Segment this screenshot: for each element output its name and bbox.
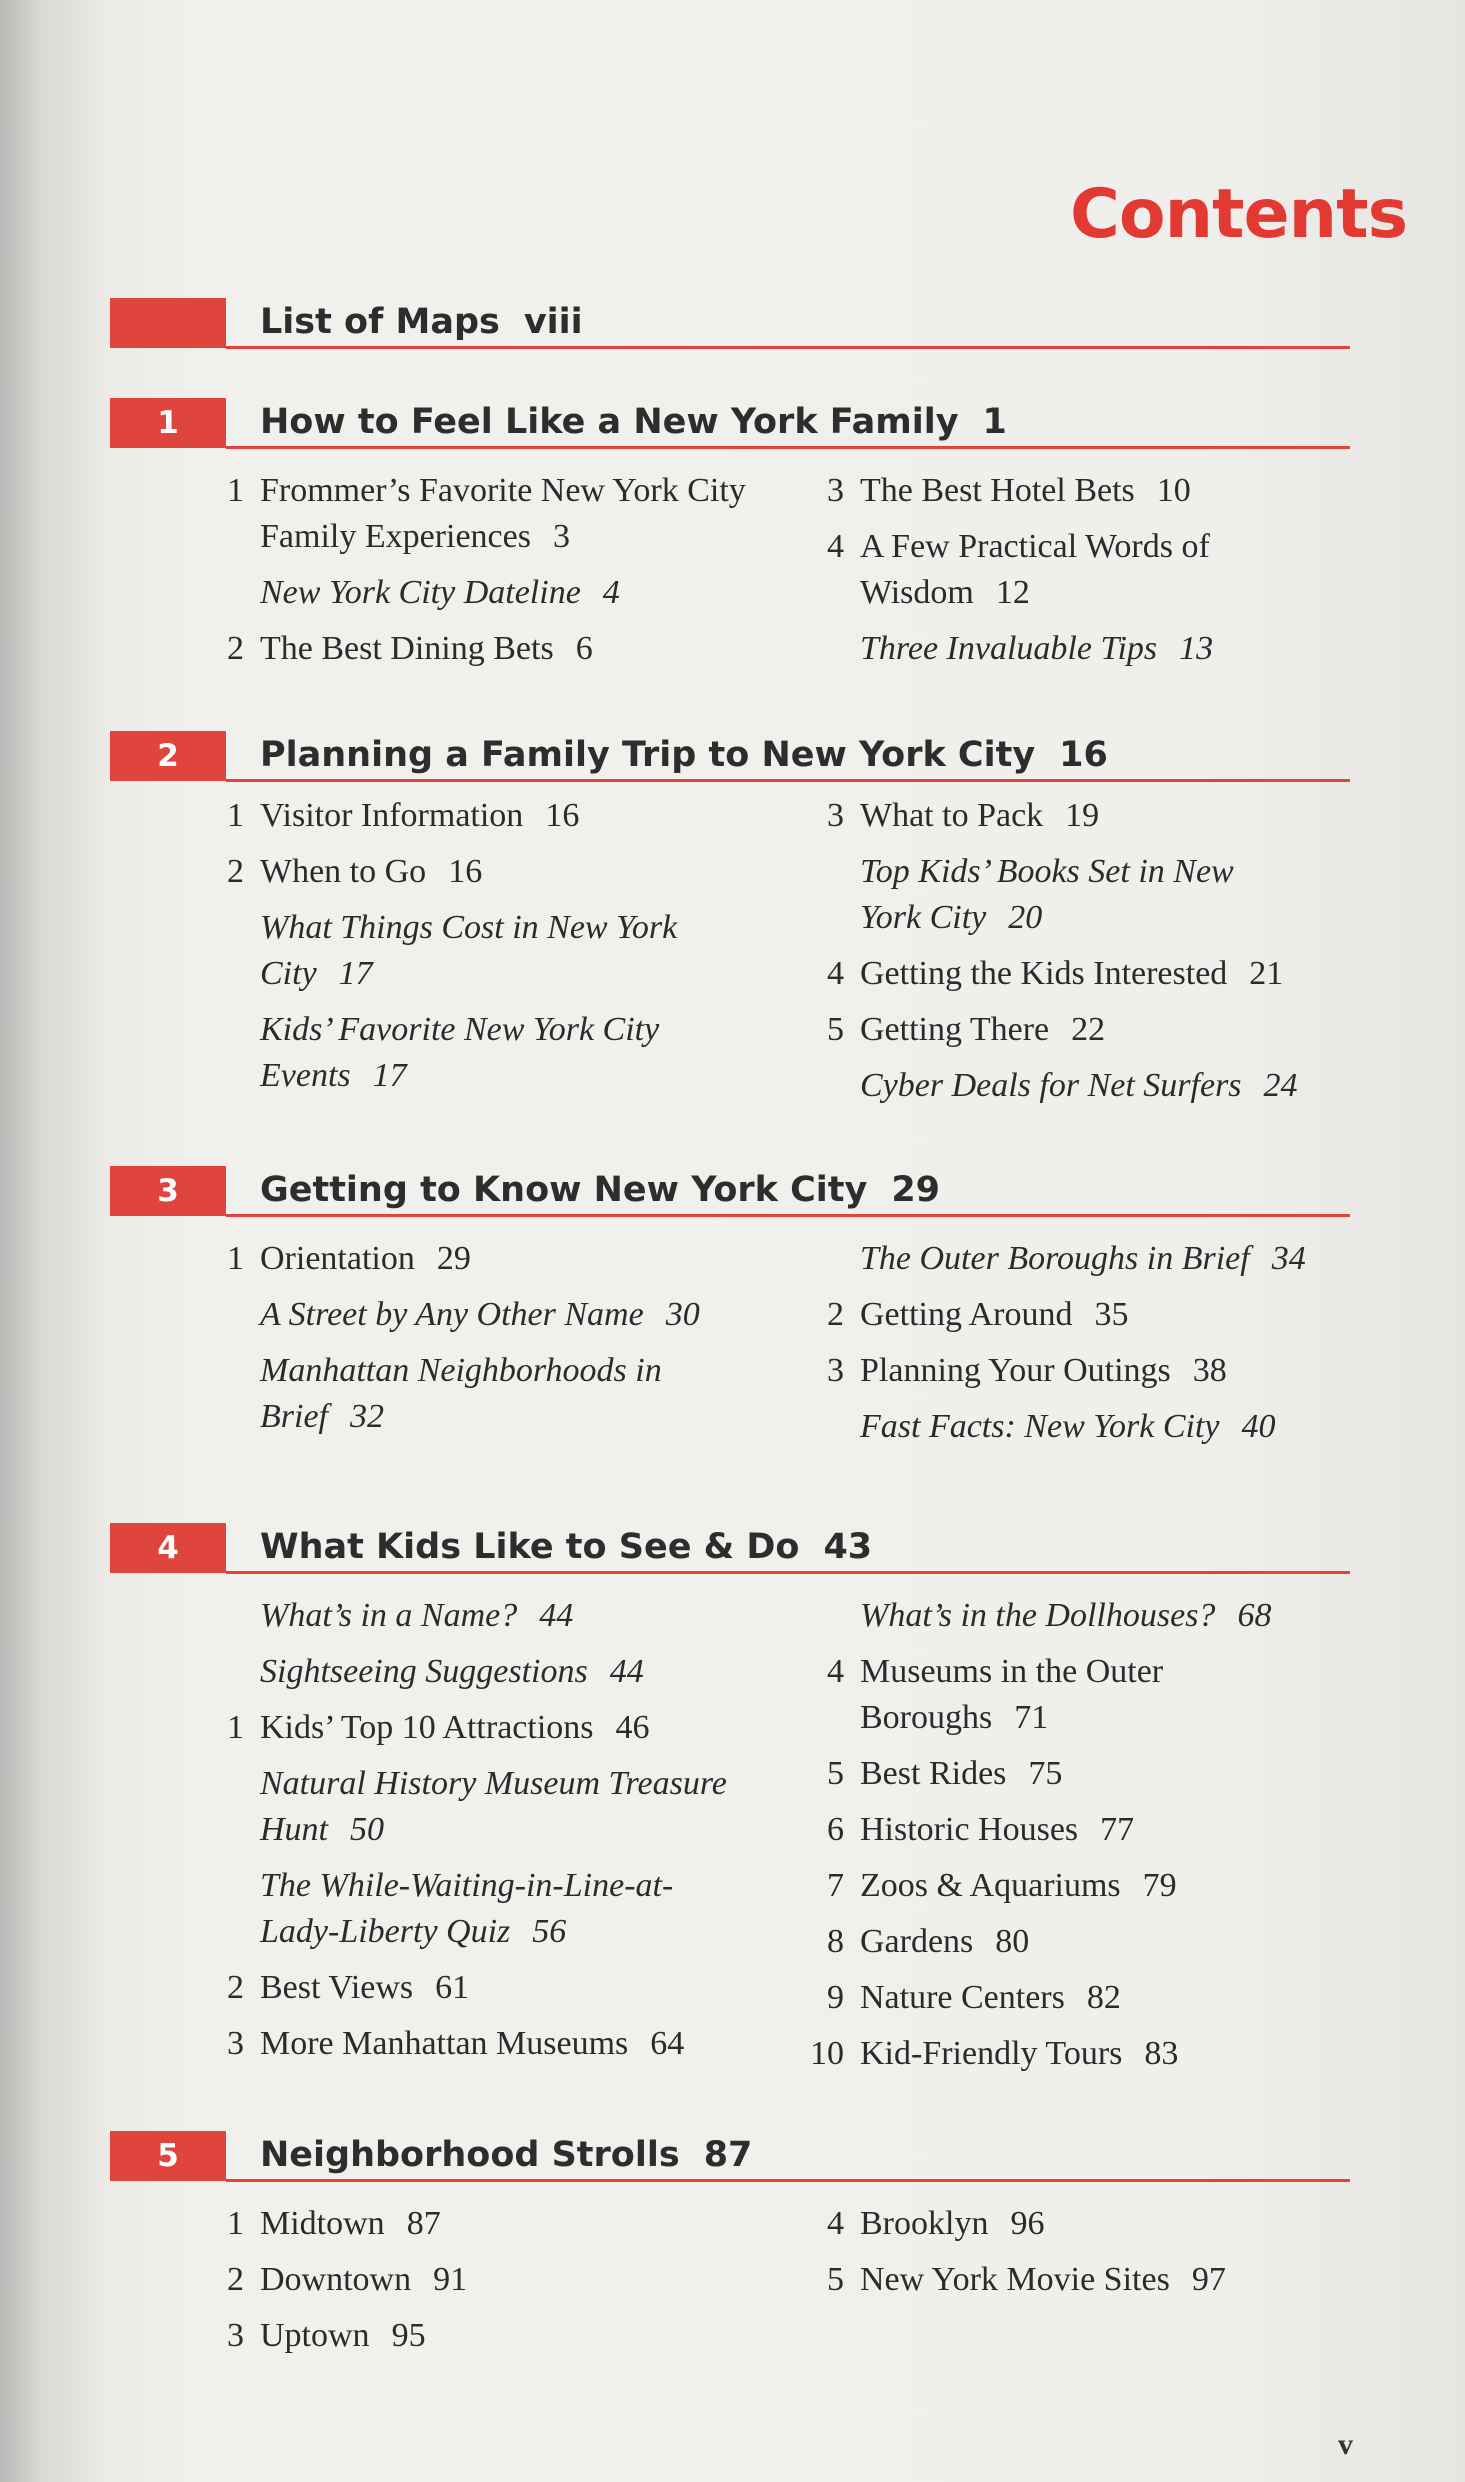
entry-page: 21 xyxy=(1249,955,1284,992)
entry-page: 87 xyxy=(406,2205,441,2242)
entry-page: 10 xyxy=(1156,472,1191,509)
toc-box-entry[interactable] xyxy=(210,1593,830,1639)
entry-page: 34 xyxy=(1271,1240,1306,1277)
chapter-rule xyxy=(226,779,1350,782)
toc-entry[interactable] xyxy=(210,2257,830,2303)
maps-page: viii xyxy=(523,302,583,342)
toc-entry[interactable] xyxy=(810,1863,1370,1909)
entry-page: 35 xyxy=(1094,1296,1129,1333)
entry-page: 29 xyxy=(436,1240,471,1277)
entry-title: Brooklyn xyxy=(860,2205,989,2242)
entry-number: 5 xyxy=(827,1755,844,1792)
chapter-title-link[interactable] xyxy=(260,402,1007,442)
maps-rule xyxy=(226,346,1350,349)
toc-entry[interactable] xyxy=(810,2031,1370,2077)
list-of-maps-link[interactable] xyxy=(260,302,583,342)
entry-number: 6 xyxy=(827,1811,844,1848)
entry-page: 61 xyxy=(435,1969,470,2006)
entry-number: 2 xyxy=(227,1969,244,2006)
entry-number: 9 xyxy=(827,1979,844,2016)
chapter-number: 3 xyxy=(110,1166,226,1216)
toc-entry[interactable] xyxy=(810,1007,1370,1053)
entry-number: 7 xyxy=(827,1867,844,1904)
entry-page: 44 xyxy=(609,1653,644,1690)
entry-title: More Manhattan Museums xyxy=(260,2025,629,2062)
entry-number: 3 xyxy=(827,797,844,834)
toc-entry[interactable] xyxy=(810,524,1240,616)
entry-number: 1 xyxy=(227,797,244,834)
entry-title: Best Rides xyxy=(860,1755,1007,1792)
entry-page: 12 xyxy=(995,574,1030,611)
entry-title: Midtown xyxy=(260,2205,385,2242)
chapter-page: 16 xyxy=(1059,735,1108,775)
entry-number: 8 xyxy=(827,1923,844,1960)
entry-title: Fast Facts: New York City xyxy=(860,1408,1220,1445)
toc-box-entry[interactable] xyxy=(810,626,1370,672)
toc-box-entry[interactable] xyxy=(210,1863,700,1955)
entry-number: 2 xyxy=(827,1296,844,1333)
chapter-title: Getting to Know New York City xyxy=(260,1170,868,1210)
entry-page: 38 xyxy=(1192,1352,1227,1389)
chapter-3 xyxy=(110,1166,1350,1445)
entry-title: Downtown xyxy=(260,2261,412,2298)
toc-entry[interactable] xyxy=(810,468,1370,514)
entry-page: 50 xyxy=(350,1811,384,1848)
entry-title: A Few Practical Words of Wisdom xyxy=(860,528,1210,611)
chapter-title-link[interactable] xyxy=(260,1170,940,1210)
entry-title: Top Kids’ Books Set in New York City xyxy=(860,853,1234,936)
page-folio: v xyxy=(1338,2428,1353,2461)
entry-page: 56 xyxy=(532,1913,567,1950)
chapter-4 xyxy=(110,1523,1350,2072)
entry-page: 24 xyxy=(1263,1067,1298,1104)
chapter-number: 5 xyxy=(110,2131,226,2181)
entry-page: 16 xyxy=(545,797,580,834)
entry-page: 95 xyxy=(391,2317,426,2354)
toc-box-entry[interactable] xyxy=(210,905,780,997)
entry-page: 6 xyxy=(575,630,593,667)
entry-number: 1 xyxy=(227,1240,244,1277)
toc-entry[interactable] xyxy=(810,1975,1370,2021)
entry-number: 1 xyxy=(227,2205,244,2242)
toc-entry[interactable] xyxy=(810,1751,1370,1797)
entry-page: 91 xyxy=(433,2261,468,2298)
chapter-title-link[interactable] xyxy=(260,1527,872,1567)
toc-entry[interactable] xyxy=(810,1807,1370,1853)
entry-page: 17 xyxy=(372,1057,407,1094)
toc-box-entry[interactable] xyxy=(810,849,1260,941)
entry-page: 68 xyxy=(1237,1597,1272,1634)
entry-title: Best Views xyxy=(260,1969,414,2006)
entry-title: Nature Centers xyxy=(860,1979,1065,2016)
entry-title: Visitor Information xyxy=(260,797,524,834)
toc-entry[interactable] xyxy=(810,793,1370,839)
entry-title: Natural History Museum Treasure Hunt xyxy=(260,1765,727,1848)
entry-number: 4 xyxy=(827,528,844,565)
entry-page: 13 xyxy=(1179,630,1214,667)
toc-entry[interactable] xyxy=(210,1965,830,2011)
entry-title: What to Pack xyxy=(860,797,1044,834)
entry-number: 3 xyxy=(227,2025,244,2062)
entry-page: 44 xyxy=(539,1597,574,1634)
maps-heading xyxy=(110,298,1350,356)
chapter-page: 87 xyxy=(703,2135,753,2175)
entry-page: 30 xyxy=(665,1296,700,1333)
chapter-number: 2 xyxy=(110,731,226,781)
entry-title: What Things Cost in New York City xyxy=(260,909,678,992)
page-title: Contents xyxy=(1070,175,1408,254)
entry-title: The Outer Boroughs in Brief xyxy=(860,1240,1250,1277)
toc-entry[interactable] xyxy=(210,2021,830,2067)
chapter-title: How to Feel Like a New York Family xyxy=(260,402,959,442)
entry-title: Cyber Deals for Net Surfers xyxy=(860,1067,1242,1104)
toc-entry[interactable] xyxy=(810,2201,1370,2247)
toc-entry[interactable] xyxy=(210,626,830,672)
entry-page: 83 xyxy=(1144,2035,1179,2072)
chapter-page: 43 xyxy=(823,1527,873,1567)
entry-page: 46 xyxy=(615,1709,650,1746)
entry-number: 3 xyxy=(227,2317,244,2354)
entry-number: 4 xyxy=(827,1653,844,1690)
entry-number: 5 xyxy=(827,1011,844,1048)
entry-title: The While-Waiting-in-Line-at-Lady-Liberty Quiz xyxy=(260,1867,674,1950)
chapter-rule xyxy=(226,446,1350,449)
entry-title: Museums in the Outer Boroughs xyxy=(860,1653,1164,1736)
toc-entry[interactable] xyxy=(810,2257,1370,2303)
chapter-rule xyxy=(226,2179,1350,2182)
entry-page: 32 xyxy=(349,1398,384,1435)
chapter-2 xyxy=(110,731,1350,1104)
entry-number: 2 xyxy=(227,2261,244,2298)
chapter-page: 29 xyxy=(891,1170,941,1210)
entry-page: 19 xyxy=(1065,797,1100,834)
entry-number: 1 xyxy=(227,472,244,509)
entry-page: 97 xyxy=(1191,2261,1226,2298)
entry-title: Planning Your Outings xyxy=(860,1352,1171,1389)
entry-title: Zoos & Aquariums xyxy=(860,1867,1121,1904)
entry-title: Manhattan Neighborhoods in Brief xyxy=(260,1352,662,1435)
entry-page: 64 xyxy=(650,2025,685,2062)
entry-title: Getting Around xyxy=(860,1296,1073,1333)
entry-page: 17 xyxy=(338,955,373,992)
entry-page: 3 xyxy=(552,518,570,555)
chapter-rule xyxy=(226,1214,1350,1217)
toc-box-entry[interactable] xyxy=(210,1761,810,1853)
entry-page: 79 xyxy=(1142,1867,1177,1904)
entry-page: 82 xyxy=(1086,1979,1121,2016)
entry-title: A Street by Any Other Name xyxy=(260,1296,644,1333)
chapter-title-link[interactable] xyxy=(260,2135,752,2175)
entry-page: 4 xyxy=(602,574,620,611)
toc-entry[interactable] xyxy=(810,1919,1370,1965)
chapter-number: 1 xyxy=(110,398,226,448)
toc-entry[interactable] xyxy=(210,1236,830,1282)
entry-title: Kid-Friendly Tours xyxy=(860,2035,1123,2072)
toc-entry[interactable] xyxy=(210,793,810,839)
chapter-page: 1 xyxy=(982,402,1007,442)
chapter-1 xyxy=(110,398,1350,667)
toc-entry[interactable] xyxy=(210,1705,830,1751)
entry-page: 40 xyxy=(1241,1408,1276,1445)
toc-box-entry[interactable] xyxy=(810,1404,1370,1450)
toc-entry[interactable] xyxy=(210,849,810,895)
entry-title: Kids’ Favorite New York City Events xyxy=(260,1011,660,1094)
entry-title: New York City Dateline xyxy=(260,574,581,611)
toc-entry[interactable] xyxy=(810,951,1370,997)
entry-title: What’s in the Dollhouses? xyxy=(860,1597,1216,1634)
entry-title: Gardens xyxy=(860,1923,974,1960)
toc-entry[interactable] xyxy=(810,1292,1370,1338)
chapter-title-link[interactable] xyxy=(260,735,1108,775)
entry-page: 16 xyxy=(448,853,483,890)
entry-number: 1 xyxy=(227,1709,244,1746)
toc-box-entry[interactable] xyxy=(210,1292,830,1338)
entry-number: 2 xyxy=(227,853,244,890)
entry-title: Frommer’s Favorite New York City Family Experiences xyxy=(260,472,746,555)
toc-box-entry[interactable] xyxy=(210,1649,830,1695)
maps-bar xyxy=(110,298,226,348)
toc-box-entry[interactable] xyxy=(810,1593,1370,1639)
entry-title: What’s in a Name? xyxy=(260,1597,518,1634)
entry-number: 3 xyxy=(827,472,844,509)
entry-title: Historic Houses xyxy=(860,1811,1079,1848)
entry-title: The Best Hotel Bets xyxy=(860,472,1135,509)
toc-entry[interactable] xyxy=(210,468,830,560)
entry-title: Three Invaluable Tips xyxy=(860,630,1158,667)
maps-label: List of Maps xyxy=(260,302,500,342)
toc-box-entry[interactable] xyxy=(810,1236,1370,1282)
entry-number: 3 xyxy=(827,1352,844,1389)
chapter-5 xyxy=(110,2131,1350,2354)
toc-entry[interactable] xyxy=(210,2313,830,2359)
chapter-number: 4 xyxy=(110,1523,226,1573)
toc-entry[interactable] xyxy=(810,1649,1260,1741)
toc-entry[interactable] xyxy=(210,2201,830,2247)
entry-title: When to Go xyxy=(260,853,427,890)
entry-title: The Best Dining Bets xyxy=(260,630,554,667)
toc-box-entry[interactable] xyxy=(210,570,830,616)
entry-title: Getting the Kids Interested xyxy=(860,955,1228,992)
chapter-title: What Kids Like to See & Do xyxy=(260,1527,800,1567)
entry-number: 4 xyxy=(827,2205,844,2242)
toc-box-entry[interactable] xyxy=(210,1348,720,1440)
entry-title: Sightseeing Suggestions xyxy=(260,1653,588,1690)
entry-title: Getting There xyxy=(860,1011,1050,1048)
toc-box-entry[interactable] xyxy=(210,1007,780,1099)
entry-page: 96 xyxy=(1010,2205,1045,2242)
chapter-title: Planning a Family Trip to New York City xyxy=(260,735,1036,775)
entry-page: 80 xyxy=(995,1923,1030,1960)
entry-title: Kids’ Top 10 Attractions xyxy=(260,1709,594,1746)
entry-number: 5 xyxy=(827,2261,844,2298)
entry-page: 22 xyxy=(1071,1011,1106,1048)
chapter-rule xyxy=(226,1571,1350,1574)
toc-box-entry[interactable] xyxy=(810,1063,1370,1109)
entry-number: 4 xyxy=(827,955,844,992)
toc-entry[interactable] xyxy=(810,1348,1370,1394)
entry-page: 20 xyxy=(1008,899,1043,936)
entry-number: 10 xyxy=(810,2035,844,2072)
chapter-title: Neighborhood Strolls xyxy=(260,2135,680,2175)
entry-page: 75 xyxy=(1028,1755,1063,1792)
entry-title: Uptown xyxy=(260,2317,370,2354)
entry-page: 77 xyxy=(1100,1811,1135,1848)
entry-title: Orientation xyxy=(260,1240,415,1277)
entry-title: New York Movie Sites xyxy=(860,2261,1170,2298)
entry-page: 71 xyxy=(1014,1699,1049,1736)
entry-number: 2 xyxy=(227,630,244,667)
